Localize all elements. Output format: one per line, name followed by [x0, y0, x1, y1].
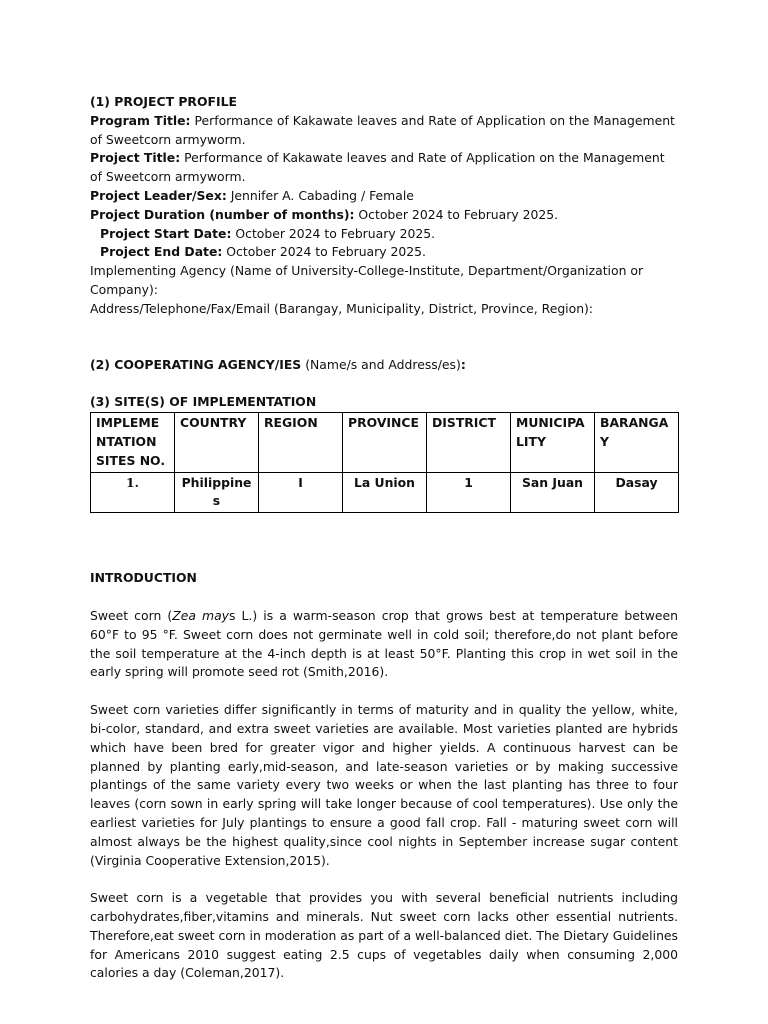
- document-body: [90, 93, 678, 983]
- project-start-label: Project Start Date:: [100, 225, 232, 241]
- spacer: [90, 870, 678, 889]
- cell-municipality: San Juan: [511, 472, 595, 513]
- cell-province: La Union: [343, 472, 427, 513]
- project-duration-label: Project Duration (number of months):: [90, 206, 355, 222]
- cooperating-agency-colon: :: [460, 356, 466, 372]
- cooperating-agency-note: (Name/s and Address/es): [305, 356, 461, 372]
- cell-sites-no: 1.: [91, 472, 175, 513]
- cell-barangay: Dasay: [595, 472, 679, 513]
- sites-table-header-row: [91, 413, 679, 472]
- program-title-line: [90, 112, 678, 150]
- address-line: Address/Telephone/Fax/Email (Barangay, Municipality, District, Province, Region):: [90, 300, 594, 316]
- column-header-country: COUNTRY: [175, 413, 259, 472]
- project-start-value: October 2024 to February 2025.: [235, 225, 436, 241]
- scientific-name: Zea may: [172, 607, 229, 623]
- implementing-agency-line: Implementing Agency (Name of University-College-Institute, Department/Organization or Company):: [90, 263, 644, 297]
- project-leader-line: [90, 187, 678, 206]
- column-header-district: DISTRICT: [427, 413, 511, 472]
- project-profile-heading: (1) PROJECT PROFILE: [90, 94, 237, 109]
- spacer: [90, 319, 678, 356]
- intro-p1-rest: s L.) is a warm-season crop that grows best at temperature between 60°F to 95 °F. Sweet corn does not germinate well in cold soil; therefore,do not plant before the soil temperature at the 4-inch depth is at least 50°F. Planting this crop in wet soil in the early spring will promote seed rot (Smith,2016).: [90, 607, 679, 680]
- project-leader-label: Project Leader/Sex:: [90, 187, 227, 203]
- project-leader-value: Jennifer A. Cabading / Female: [230, 187, 414, 203]
- program-title-value: Performance of Kakawate leaves and Rate of Application on the Management of Sweetcorn armyworm.: [90, 112, 675, 147]
- table-row: [91, 472, 679, 513]
- program-title-label: Program Title:: [90, 112, 191, 128]
- project-end-line: [90, 243, 678, 262]
- project-title-value: Performance of Kakawate leaves and Rate of Application on the Management of Sweetcorn armyworm.: [90, 150, 665, 185]
- cooperating-agency-line: [90, 356, 678, 375]
- project-end-value: October 2024 to February 2025.: [226, 244, 426, 260]
- project-end-label: Project End Date:: [100, 244, 223, 260]
- project-start-line: [90, 225, 678, 244]
- cell-district: 1: [427, 472, 511, 513]
- column-header-municipality: MUNICIPALITY: [511, 413, 595, 472]
- sites-table: [90, 412, 679, 513]
- project-duration-value: October 2024 to February 2025.: [358, 206, 559, 222]
- cell-region: I: [259, 472, 343, 513]
- spacer: [90, 682, 678, 701]
- spacer: [90, 374, 678, 393]
- intro-paragraph-3: Sweet corn is a vegetable that provides you with several beneficial nutrients including carbohydrates,fiber,vitamins and minerals. Nut sweet corn lacks other essential nutrients. Therefore,eat sweet corn in moderation as part of a well-balanced diet. The Dietary Guidelines for Americans 2010 suggest eating 2.5 cups of vegetables daily when consuming 2,000 calories a day (Coleman,2017).: [90, 890, 678, 981]
- project-title-line: [90, 149, 678, 187]
- cell-country: Philippines: [175, 472, 259, 513]
- intro-p1-start: Sweet corn (: [90, 607, 173, 623]
- spacer: [90, 588, 678, 607]
- intro-paragraph-2: Sweet corn varieties differ significantly in terms of maturity and in quality the yellow, white, bi-color, standard, and extra sweet varieties are available. Most varieties planted are hybrids which have been bred for greater vigor and higher yields. A continuous harvest can be planned by planting early,mid-season, and late-season varieties or by making successive plantings of the same variety every two weeks or when the last planting has three to four leaves (corn sown in early spring will take longer because of cool temperatures). Use only the earliest varieties for July plantings to ensure a good fall crop. Fall - maturing sweet corn will almost always be the highest quality,since cool nights in September increase sugar content (Virginia Cooperative Extension,2015).: [90, 702, 678, 868]
- introduction-heading: INTRODUCTION: [90, 570, 197, 586]
- spacer: [90, 513, 678, 569]
- column-header-region: REGION: [259, 413, 343, 472]
- column-header-barangay: BARANGAY: [595, 413, 679, 472]
- column-header-province: PROVINCE: [343, 413, 427, 472]
- sites-heading: (3) SITE(S) OF IMPLEMENTATION: [90, 394, 317, 410]
- project-title-label: Project Title:: [90, 150, 181, 166]
- intro-paragraph-1: [90, 607, 678, 682]
- cooperating-agency-heading: (2) COOPERATING AGENCY/IES: [90, 356, 302, 372]
- column-header-sites-no: IMPLEMENTATION SITES NO.: [91, 413, 175, 472]
- project-duration-line: [90, 206, 678, 225]
